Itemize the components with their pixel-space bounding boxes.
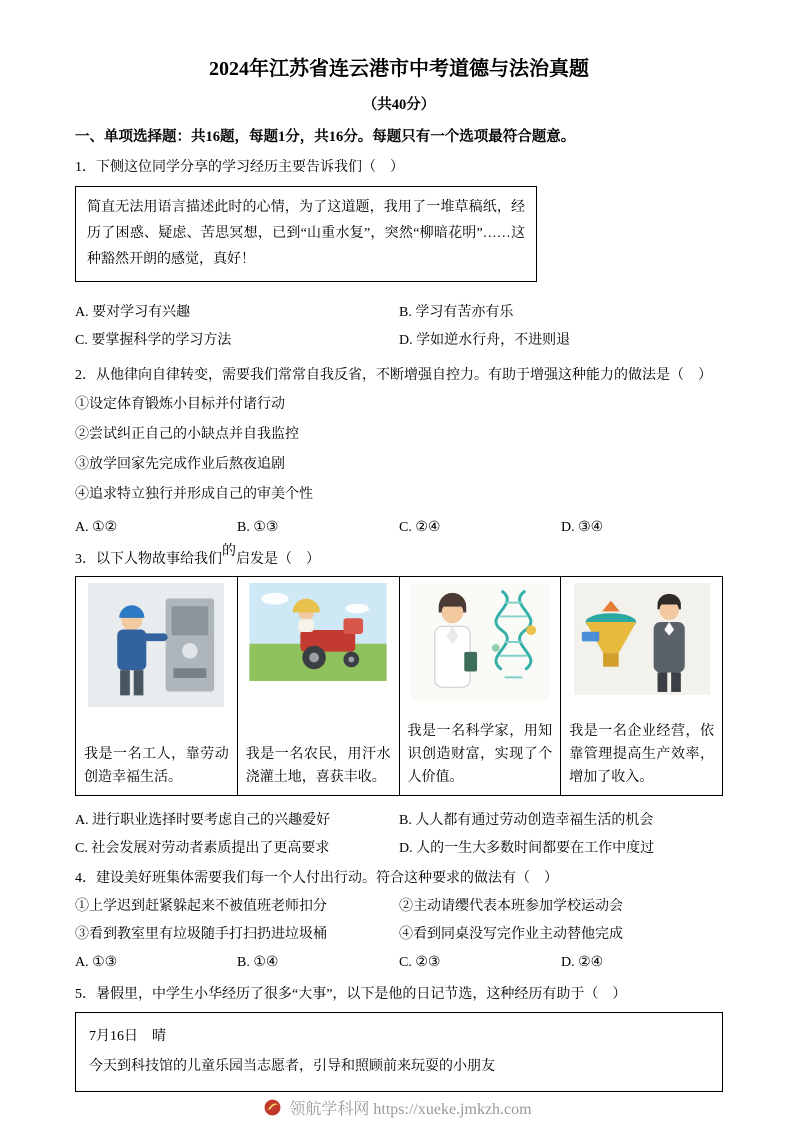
q2-item-1: ①设定体育锻炼小目标并付诸行动 — [75, 397, 285, 412]
q4-item-4: ④看到同桌没写完作业主动替他完成 — [399, 927, 623, 942]
person-card-farmer — [238, 577, 400, 795]
q3-stem — [75, 544, 723, 570]
q4-option-a: A. ①③ — [75, 955, 118, 970]
diary-text: 今天到科技馆的儿童乐园当志愿者，引导和照顾前来玩耍的小朋友 — [89, 1059, 495, 1074]
q5-stem: 5．暑假里，中学生小华经历了很多“大事”，以下是他的日记节选，这种经历有助于（ ） — [75, 987, 627, 1002]
q4-options-row — [75, 951, 723, 975]
q2-option-a: A. ①② — [75, 520, 118, 535]
watermark — [0, 1096, 795, 1119]
q2-option-c: C. ②④ — [399, 520, 441, 535]
person-card-worker — [76, 577, 238, 795]
q3-option-b: B. 人人都有通过劳动创造幸福生活的机会 — [399, 813, 654, 828]
q2-items — [75, 390, 723, 510]
q3-options-row-1 — [75, 810, 723, 831]
person-caption-manager: 我是一名企业经营，依靠管理提高生产效率，增加了收入。 — [569, 724, 714, 785]
worker-illustration — [88, 583, 224, 707]
q2-item-3: ③放学回家先完成作业后熬夜追剧 — [75, 457, 285, 472]
q2-item-4: ④追求特立独行并形成自己的审美个性 — [75, 487, 313, 502]
q4-items-row-2 — [75, 924, 723, 945]
watermark-text: 领航学科网 https://xueke.jmkzh.com — [289, 1101, 532, 1118]
q4-item-2: ②主动请缨代表本班参加学校运动会 — [399, 899, 623, 914]
q3-stem-post: 启发是（ ） — [236, 552, 320, 567]
page-title: 2024年江苏省连云港市中考道德与法治真题 — [209, 58, 589, 80]
total-score-subtitle: （共40分） — [362, 97, 436, 113]
person-card-scientist — [400, 577, 562, 795]
q2-item-2: ②尝试纠正自己的小缺点并自我监控 — [75, 427, 299, 442]
q4-option-b: B. ①④ — [237, 955, 279, 970]
q1-quote-box — [75, 186, 537, 282]
site-logo-icon — [263, 1098, 282, 1117]
q3-option-a: A. 进行职业选择时要考虑自己的兴趣爱好 — [75, 813, 331, 828]
person-caption-farmer: 我是一名农民，用汗水浇灌土地，喜获丰收。 — [245, 747, 391, 785]
q4-stem: 4．建设美好班集体需要我们每一个人付出行动。符合这种要求的做法有（ ） — [75, 871, 558, 886]
farmer-illustration — [249, 583, 387, 681]
q4-item-1: ①上学迟到赶紧躲起来不被值班老师扣分 — [75, 899, 327, 914]
q4-items-row-1 — [75, 896, 723, 917]
person-caption-scientist: 我是一名科学家，用知识创造财富，实现了个人价值。 — [407, 724, 553, 785]
q3-people-table — [75, 576, 723, 796]
q1-quote-text: 简直无法用语言描述此时的心情，为了这道题，我用了一堆草稿纸，经历了困惑、疑虑、苦思冥想，已到“山重水复”，突然“柳暗花明”……这种豁然开朗的感觉，真好！ — [87, 200, 525, 267]
q1-option-a: A. 要对学习有兴趣 — [75, 305, 191, 320]
q1-option-d: D. 学如逆水行舟，不进则退 — [399, 333, 571, 348]
q5-diary-box — [75, 1012, 723, 1092]
q1-options-row-2 — [75, 330, 723, 351]
q1-stem: 1．下侧这位同学分享的学习经历主要告诉我们（ ） — [75, 160, 404, 175]
q2-option-d: D. ③④ — [561, 520, 604, 535]
q3-stem-raised-char: 的 — [222, 544, 236, 559]
q4-option-d: D. ②④ — [561, 955, 604, 970]
q2-options-row — [75, 516, 723, 540]
q4-option-c: C. ②③ — [399, 955, 441, 970]
q3-options-row-2 — [75, 838, 723, 859]
q2-option-b: B. ①③ — [237, 520, 279, 535]
q2-stem: 2．从他律向自律转变，需要我们常常自我反省，不断增强自控力。有助于增强这种能力的做法是（ ） — [75, 368, 712, 383]
person-caption-worker: 我是一名工人，靠劳动创造幸福生活。 — [84, 747, 229, 785]
q1-options-row-1 — [75, 302, 723, 323]
section-1-header: 一、单项选择题：共16题，每题1分，共16分。每题只有一个选项最符合题意。 — [75, 129, 576, 145]
q3-stem-pre: 3．以下人物故事给我们 — [75, 552, 222, 567]
q3-option-d: D. 人的一生大多数时间都要在工作中度过 — [399, 841, 655, 856]
diary-date: 7月16日 晴 — [89, 1029, 166, 1044]
scientist-illustration — [411, 583, 549, 701]
q1-option-b: B. 学习有苦亦有乐 — [399, 305, 514, 320]
manager-illustration — [574, 583, 710, 695]
q4-item-3: ③看到教室里有垃圾随手打扫扔进垃圾桶 — [75, 927, 327, 942]
person-card-manager — [561, 577, 722, 795]
q3-option-c: C. 社会发展对劳动者素质提出了更高要求 — [75, 841, 330, 856]
q1-option-c: C. 要掌握科学的学习方法 — [75, 333, 232, 348]
